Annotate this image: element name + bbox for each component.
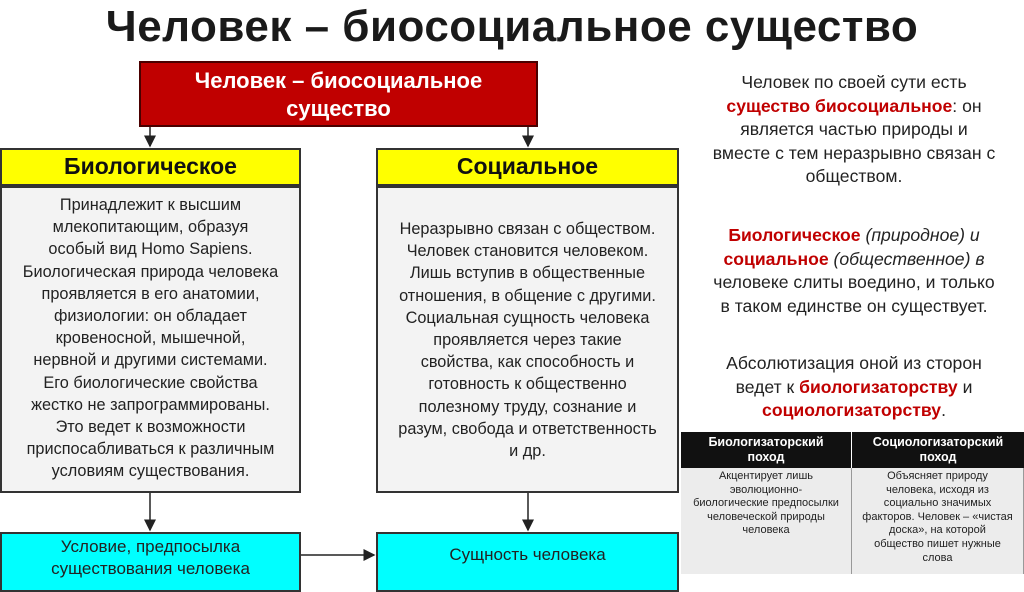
soc-line: Неразрывно связан с обществом. — [399, 220, 656, 238]
condition-line-1: Условие, предпосылка — [60, 537, 241, 556]
soc-approach-line: человека, исходя из — [886, 483, 989, 496]
bio-line: нервной и другими системами. — [33, 351, 268, 370]
p1-line-1: Человек по своей сути есть — [741, 72, 967, 92]
soc-line: и др. — [509, 442, 546, 461]
approach-soc-cell — [852, 468, 1024, 574]
p3-line-2 — [684, 376, 1024, 400]
root-line-1: Человек – биосоциальное — [194, 68, 483, 93]
bio-line: условиям существования. — [51, 462, 250, 481]
approach-bio-header-line-2: поход — [747, 450, 785, 464]
bio-line: млекопитающим, образуя — [52, 218, 249, 237]
p2-line-2 — [684, 248, 1024, 272]
bio-line: физиологии: он обладает — [54, 307, 247, 326]
biological-heading: Биологическое — [0, 148, 301, 186]
bio-line: приспосабливаться к различным — [26, 440, 275, 459]
soc-line: полезному труду, сознание и — [418, 397, 637, 416]
approach-soc-header-line-2: поход — [919, 450, 957, 464]
approach-bio-header — [681, 432, 851, 468]
bio-line: Это ведет к возможности — [55, 418, 246, 437]
bio-line: Принадлежит к высшим — [59, 196, 242, 214]
condition-line-2: существования человека — [51, 559, 250, 578]
p2-line-4: в таком единстве он существует. — [720, 295, 988, 316]
p3-and: и — [957, 376, 973, 397]
p1-line-3: является частью природы и — [740, 119, 968, 139]
p2-soc-note: (общественное) в — [828, 248, 985, 269]
social-description — [376, 186, 679, 493]
essence-box: Сущность человека — [376, 532, 679, 592]
soc-line: проявляется через такие — [433, 331, 622, 350]
approach-bio-cell — [681, 468, 852, 574]
soc-line: готовность к общественно — [428, 375, 627, 394]
bio-line: особый вид Homo Sapiens. — [48, 240, 253, 259]
p2-bio-note: (природное) и — [860, 225, 980, 245]
bio-line: Его биологические свойства — [43, 373, 258, 392]
p2-soc-term: социальное — [723, 248, 829, 269]
bio-line: кровеносной, мышечной, — [55, 329, 246, 348]
absolutization-paragraph — [684, 352, 1024, 423]
bio-approach-line: эволюционно- — [729, 483, 803, 496]
p2-bio-term: Биологическое — [728, 225, 861, 245]
p1-after: : он — [952, 95, 982, 116]
soc-line: Лишь вступив в общественные — [410, 264, 645, 283]
soc-line: отношения, в общение с другими. — [399, 286, 656, 305]
bio-approach-line: человека — [742, 524, 790, 537]
p1-line-5: обществом. — [805, 166, 903, 186]
approach-bio-header-line-1: Биологизаторский — [708, 435, 824, 449]
bio-approach-line: человеческой природы — [707, 510, 825, 523]
p1-line-4: вместе с тем неразрывно связан с — [712, 142, 996, 163]
p3-line-3 — [684, 399, 1024, 423]
p3-term-soc: социологизаторству — [762, 400, 942, 420]
bio-line: проявляется в его анатомии, — [41, 284, 260, 303]
p1-line-2 — [684, 95, 1024, 119]
bio-approach-line: Акцентирует лишь — [718, 470, 814, 482]
approach-soc-header-line-1: Социологизаторский — [872, 435, 1004, 449]
unity-paragraph — [684, 224, 1024, 318]
definition-paragraph — [684, 71, 1024, 189]
page-title: Человек – биосоциальное существо — [105, 2, 919, 51]
soc-approach-line: факторов. Человек – «чистая — [862, 510, 1013, 523]
soc-line: Социальная сущность человека — [405, 308, 650, 327]
p2-line-1 — [684, 224, 1024, 248]
root-concept-box — [139, 61, 538, 127]
soc-line: свойства, как способность и — [420, 353, 635, 372]
soc-approach-line: Объясняет природу — [887, 470, 988, 482]
soc-approach-line: слова — [922, 551, 953, 564]
soc-line: разум, свобода и ответственность — [398, 419, 657, 438]
soc-line: Человек становится человеком. — [406, 242, 649, 261]
soc-approach-line: социально значимых — [883, 497, 992, 510]
approach-soc-header — [852, 432, 1024, 468]
p1-highlight: существо биосоциальное — [726, 95, 953, 116]
soc-approach-line: доска», на которой — [889, 524, 986, 537]
p2-line-3: человеке слиты воедино, и только — [713, 272, 995, 292]
bio-line: жестко не запрограммированы. — [31, 395, 270, 414]
bio-line: Биологическая природа человека — [22, 262, 279, 281]
soc-approach-line: общество пишет нужные — [874, 537, 1001, 550]
p3-end: . — [941, 400, 946, 420]
root-line-2: существо — [286, 96, 391, 121]
condition-box — [0, 532, 301, 592]
p3-term-bio: биологизаторству — [799, 376, 958, 397]
biological-description — [0, 186, 301, 493]
p3-line-1: Абсолютизация оной из сторон — [726, 353, 982, 373]
bio-approach-line: биологические предпосылки — [693, 497, 839, 510]
p3-pre: ведет к — [735, 376, 800, 397]
social-heading: Социальное — [376, 148, 679, 186]
